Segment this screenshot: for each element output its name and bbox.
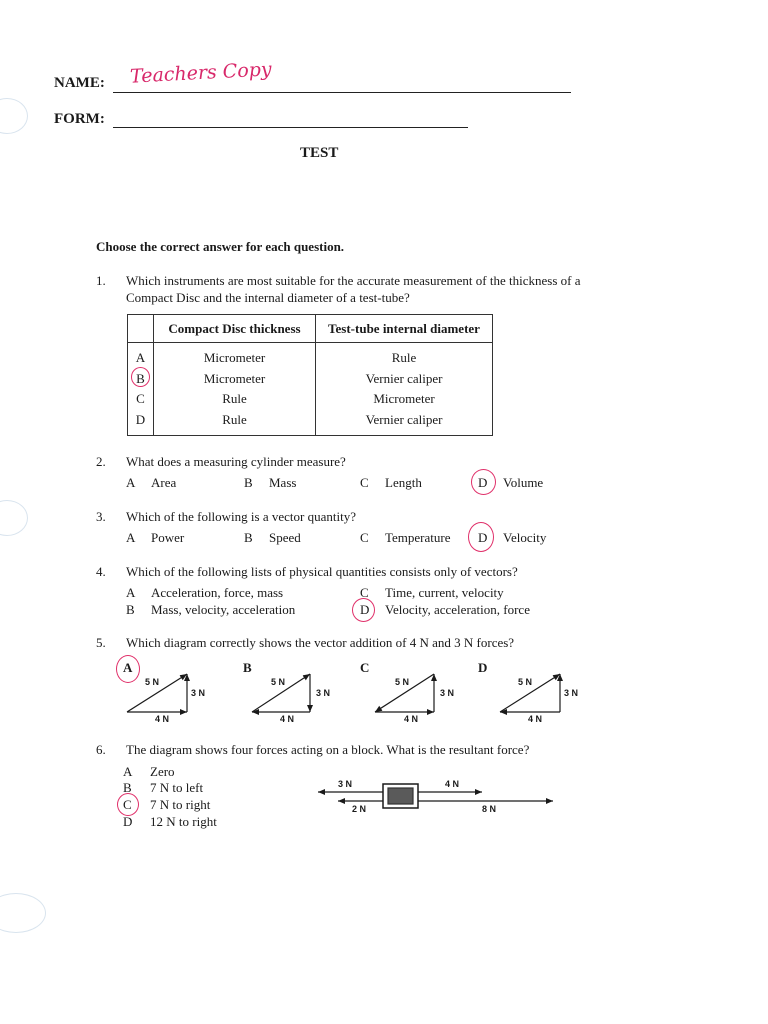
q4-option-b-letter[interactable]: B <box>126 602 135 617</box>
q1-row-c-col1: Rule <box>222 391 247 406</box>
q1-row-d-col2: Vernier caliper <box>365 411 443 427</box>
q1-col1-header: Compact Disc thickness <box>154 315 316 343</box>
q4-option-a-text: Acceleration, force, mass <box>151 585 284 600</box>
q5-b-hyp-label: 5 N <box>271 677 286 687</box>
instructions: Choose the correct answer for each question. <box>96 239 345 254</box>
q2-number: 2. <box>96 454 106 469</box>
q2-option-a-letter[interactable]: A <box>126 475 136 490</box>
q1-row-b-col2: Vernier caliper <box>365 370 443 386</box>
q6-force-bottom-right: 8 N <box>482 804 497 814</box>
q6-force-top-right: 4 N <box>445 779 460 789</box>
q1-row-a-col2: Rule <box>391 350 417 365</box>
q5-c-base-label: 4 N <box>404 714 419 724</box>
q4-option-d-letter[interactable]: D <box>360 602 370 617</box>
q6-option-c-text: 7 N to right <box>150 797 211 812</box>
q3-option-a-text: Power <box>151 530 185 545</box>
test-title: TEST <box>300 145 339 161</box>
q4-option-d-text: Velocity, acceleration, force <box>385 602 530 617</box>
q5-a-vert-label: 3 N <box>191 688 206 698</box>
q6-text: The diagram shows four forces acting on a block. What is the resultant force? <box>126 742 530 757</box>
q6-answer-circle <box>117 793 139 816</box>
q5-c-vert-label: 3 N <box>440 688 455 698</box>
q4-number: 4. <box>96 564 106 579</box>
q1-row-letter-c[interactable]: C <box>136 391 145 406</box>
q4-text: Which of the following lists of physical quantities consists only of vectors? <box>126 564 518 579</box>
q3-option-c-letter[interactable]: C <box>360 530 369 545</box>
q1-row-a-col1: Micrometer <box>203 350 266 365</box>
q1-text-line2: Compact Disc and the internal diameter of a test-tube? <box>126 290 410 305</box>
q2-option-d-letter[interactable]: D <box>478 475 488 490</box>
q6-number: 6. <box>96 742 106 757</box>
q1-row-d-col1: Rule <box>222 411 247 427</box>
q6-option-a-letter[interactable]: A <box>123 764 133 779</box>
q1-number: 1. <box>96 273 106 288</box>
q5-b-base-label: 4 N <box>280 714 295 724</box>
q3-option-b-text: Speed <box>269 530 301 545</box>
q4-option-c-letter[interactable]: C <box>360 585 369 600</box>
q6-force-top-left: 3 N <box>338 779 353 789</box>
q2-option-a-text: Area <box>151 475 177 490</box>
q3-option-c-text: Temperature <box>385 530 451 545</box>
q3-option-d-text: Velocity <box>503 530 547 545</box>
q1-text-line1: Which instruments are most suitable for the accurate measurement of the thickness of a <box>126 273 581 288</box>
q3-option-d-letter[interactable]: D <box>478 530 488 545</box>
q1-row-b-col1: Micrometer <box>203 370 266 386</box>
name-handwriting: Teachers Copy <box>129 58 273 88</box>
q5-diagram-d-letter[interactable]: D <box>478 660 488 675</box>
q5-b-vert-label: 3 N <box>316 688 331 698</box>
q1-col2-header: Test-tube internal diameter <box>316 315 493 343</box>
q2-option-b-letter[interactable]: B <box>244 475 253 490</box>
q3-option-b-letter[interactable]: B <box>244 530 253 545</box>
q4-option-b-text: Mass, velocity, acceleration <box>151 602 296 617</box>
q3-option-a-letter[interactable]: A <box>126 530 136 545</box>
q5-a-base-label: 4 N <box>155 714 170 724</box>
q1-row-letter-d[interactable]: D <box>135 411 146 427</box>
q3-text: Which of the following is a vector quantity? <box>126 509 356 524</box>
q5-d-vert-label: 3 N <box>564 688 579 698</box>
q3-number: 3. <box>96 509 106 524</box>
q6-force-bottom-left: 2 N <box>352 804 367 814</box>
name-label: NAME: <box>54 75 105 91</box>
q1-row-letter-a[interactable]: A <box>135 350 146 365</box>
q5-a-hyp-label: 5 N <box>145 677 160 687</box>
form-label: FORM: <box>54 111 105 127</box>
q6-option-b-text: 7 N to left <box>150 780 204 795</box>
q5-d-hyp-label: 5 N <box>518 677 533 687</box>
q4-option-c-text: Time, current, velocity <box>385 585 504 600</box>
q1-row-c-col2: Micrometer <box>373 391 435 406</box>
q5-diagram-b-letter[interactable]: B <box>243 660 252 675</box>
q2-option-c-letter[interactable]: C <box>360 475 369 490</box>
q6-option-d-text: 12 N to right <box>150 814 217 829</box>
q6-option-b-letter[interactable]: B <box>123 780 132 795</box>
q5-text: Which diagram correctly shows the vector addition of 4 N and 3 N forces? <box>126 635 515 650</box>
q5-diagram-a-letter[interactable]: A <box>123 660 133 675</box>
q2-option-b-text: Mass <box>269 475 297 490</box>
q6-option-a-text: Zero <box>150 764 175 779</box>
q5-diagram-c-letter[interactable]: C <box>360 660 370 675</box>
q5-d-base-label: 4 N <box>528 714 543 724</box>
q2-option-c-text: Length <box>385 475 422 490</box>
q6-option-d-letter[interactable]: D <box>123 814 133 829</box>
q6-option-c-letter[interactable]: C <box>123 797 132 812</box>
q1-row-letter-b[interactable]: B <box>136 370 145 386</box>
q2-text: What does a measuring cylinder measure? <box>126 454 346 469</box>
q4-option-a-letter[interactable]: A <box>126 585 136 600</box>
q5-number: 5. <box>96 635 106 650</box>
q2-option-d-text: Volume <box>503 475 544 490</box>
q5-c-hyp-label: 5 N <box>395 677 410 687</box>
